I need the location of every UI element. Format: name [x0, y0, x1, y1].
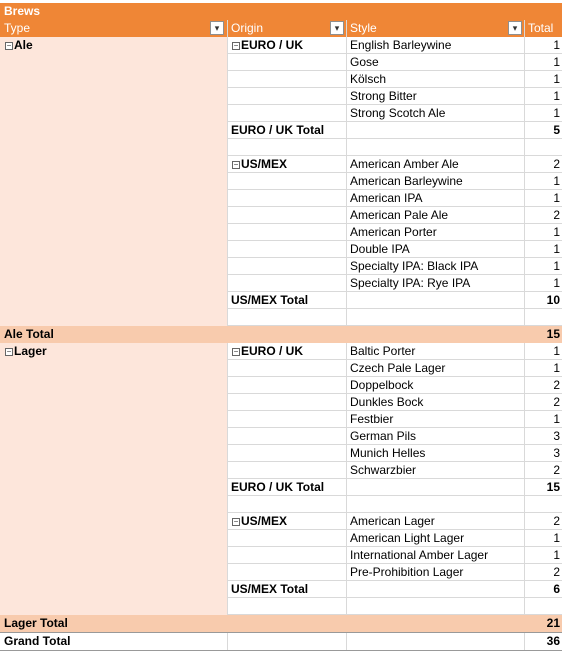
header-origin: Origin [227, 20, 346, 37]
table-row [0, 105, 562, 122]
header-style: Style [346, 20, 524, 37]
type-label-ale-text: Ale [14, 38, 33, 52]
origin-subtotal-label: EURO / UK Total [227, 479, 346, 496]
origin-subtotal-value: 6 [524, 581, 562, 598]
table-row [0, 394, 562, 411]
style-cell: English Barleywine [346, 37, 524, 54]
table-row [0, 156, 562, 173]
style-empty [346, 598, 524, 615]
collapse-minus-icon[interactable]: − [6, 41, 12, 50]
pivot-title-row [0, 3, 562, 20]
table-row [0, 411, 562, 428]
origin-empty [227, 105, 346, 122]
type-total-value: 15 [546, 327, 560, 341]
table-row [0, 275, 562, 292]
style-empty [346, 581, 524, 598]
origin-subtotal-row [0, 122, 562, 139]
origin-empty [227, 445, 346, 462]
style-cell: American Amber Ale [346, 156, 524, 173]
origin-subtotal-value: 15 [524, 479, 562, 496]
total-cell: 2 [524, 513, 562, 530]
origin-empty [227, 496, 346, 513]
type-total-label: Lager Total [4, 616, 68, 630]
style-cell: Festbier [346, 411, 524, 428]
table-row [0, 190, 562, 207]
origin-label-text: US/MEX [241, 514, 288, 528]
origin-subtotal-label: US/MEX Total [227, 292, 346, 309]
table-row [0, 445, 562, 462]
pivot-title: Brews [4, 4, 41, 18]
origin-empty [227, 275, 346, 292]
style-cell: Strong Scotch Ale [346, 105, 524, 122]
style-cell: Schwarzbier [346, 462, 524, 479]
style-empty [346, 633, 524, 650]
origin-empty [227, 598, 346, 615]
origin-subtotal-value: 5 [524, 122, 562, 139]
total-cell: 1 [524, 360, 562, 377]
table-row [0, 377, 562, 394]
type-filter-dropdown[interactable] [210, 21, 224, 35]
origin-label-text: EURO / UK [241, 344, 304, 358]
total-cell: 1 [524, 547, 562, 564]
total-cell: 1 [524, 275, 562, 292]
grand-total-value: 36 [524, 633, 562, 650]
spacer-row [0, 598, 562, 615]
type-label-lager [0, 343, 227, 360]
style-cell: American Pale Ale [346, 207, 524, 224]
total-cell: 3 [524, 428, 562, 445]
collapse-minus-icon[interactable]: − [233, 347, 239, 356]
header-total: Total [524, 20, 562, 37]
collapse-minus-icon[interactable]: − [6, 347, 12, 356]
style-cell: American IPA [346, 190, 524, 207]
filter-dropdown-icon: ▾ [214, 23, 220, 33]
origin-label [227, 156, 346, 173]
total-cell: 1 [524, 258, 562, 275]
table-row [0, 88, 562, 105]
filter-dropdown-icon: ▾ [512, 23, 518, 33]
table-row [0, 564, 562, 581]
total-cell: 1 [524, 241, 562, 258]
style-cell: American Barleywine [346, 173, 524, 190]
origin-label [227, 513, 346, 530]
style-cell: Specialty IPA: Black IPA [346, 258, 524, 275]
total-cell: 1 [524, 88, 562, 105]
origin-filter-dropdown[interactable] [330, 21, 344, 35]
origin-empty [227, 462, 346, 479]
pivot-header-row [0, 20, 562, 37]
origin-empty [227, 394, 346, 411]
table-row [0, 207, 562, 224]
origin-empty [227, 173, 346, 190]
type-label-ale [0, 37, 227, 54]
origin-empty [227, 360, 346, 377]
table-row [0, 258, 562, 275]
origin-empty [227, 258, 346, 275]
origin-subtotal-row [0, 581, 562, 598]
origin-subtotal-value: 10 [524, 292, 562, 309]
type-label-lager-text: Lager [14, 344, 47, 358]
style-cell: International Amber Lager [346, 547, 524, 564]
total-empty [524, 496, 562, 513]
table-row [0, 462, 562, 479]
origin-empty [227, 377, 346, 394]
total-empty [524, 139, 562, 156]
grand-total-row [0, 632, 562, 651]
style-cell: Baltic Porter [346, 343, 524, 360]
style-filter-dropdown[interactable] [508, 21, 522, 35]
table-row [0, 343, 562, 360]
table-row [0, 241, 562, 258]
style-cell: Dunkles Bock [346, 394, 524, 411]
origin-empty [227, 139, 346, 156]
total-cell: 1 [524, 54, 562, 71]
type-total-row [0, 326, 562, 343]
origin-empty [227, 224, 346, 241]
origin-label [227, 343, 346, 360]
origin-label-text: EURO / UK [241, 38, 304, 52]
table-row [0, 224, 562, 241]
total-cell: 1 [524, 530, 562, 547]
collapse-minus-icon[interactable]: − [233, 517, 239, 526]
origin-label [227, 37, 346, 54]
total-cell: 1 [524, 105, 562, 122]
total-cell: 1 [524, 411, 562, 428]
origin-empty [227, 547, 346, 564]
table-row [0, 173, 562, 190]
style-empty [346, 139, 524, 156]
table-row [0, 428, 562, 445]
style-cell: Kölsch [346, 71, 524, 88]
total-cell: 1 [524, 37, 562, 54]
origin-empty [227, 633, 346, 650]
style-empty [346, 309, 524, 326]
origin-subtotal-label: EURO / UK Total [227, 122, 346, 139]
origin-empty [227, 530, 346, 547]
style-empty [346, 496, 524, 513]
header-type: Type [4, 21, 31, 35]
spacer-row [0, 309, 562, 326]
style-cell: German Pils [346, 428, 524, 445]
origin-empty [227, 564, 346, 581]
style-empty [346, 122, 524, 139]
style-empty [346, 479, 524, 496]
table-row [0, 37, 562, 54]
style-cell: Strong Bitter [346, 88, 524, 105]
total-cell: 2 [524, 462, 562, 479]
collapse-minus-icon[interactable]: − [233, 160, 239, 169]
type-total-row [0, 615, 562, 632]
table-row [0, 547, 562, 564]
spacer-row [0, 139, 562, 156]
origin-subtotal-row [0, 292, 562, 309]
grand-total-label: Grand Total [4, 634, 71, 648]
origin-empty [227, 309, 346, 326]
style-cell: Doppelbock [346, 377, 524, 394]
type-total-value: 21 [546, 616, 560, 630]
table-row [0, 513, 562, 530]
origin-empty [227, 88, 346, 105]
total-cell: 2 [524, 156, 562, 173]
style-cell: Double IPA [346, 241, 524, 258]
origin-subtotal-row [0, 479, 562, 496]
total-cell: 2 [524, 394, 562, 411]
collapse-minus-icon[interactable]: − [233, 41, 239, 50]
origin-empty [227, 190, 346, 207]
origin-empty [227, 411, 346, 428]
total-cell: 1 [524, 343, 562, 360]
style-empty [346, 292, 524, 309]
total-cell: 1 [524, 173, 562, 190]
total-cell: 1 [524, 71, 562, 88]
total-cell: 2 [524, 207, 562, 224]
style-cell: American Light Lager [346, 530, 524, 547]
spacer-row [0, 496, 562, 513]
table-row [0, 54, 562, 71]
style-cell: Specialty IPA: Rye IPA [346, 275, 524, 292]
origin-empty [227, 428, 346, 445]
total-cell: 1 [524, 190, 562, 207]
table-row [0, 360, 562, 377]
total-cell: 3 [524, 445, 562, 462]
origin-empty [227, 241, 346, 258]
total-empty [524, 598, 562, 615]
type-total-label: Ale Total [4, 327, 54, 341]
origin-subtotal-label: US/MEX Total [227, 581, 346, 598]
total-cell: 2 [524, 377, 562, 394]
style-cell: American Lager [346, 513, 524, 530]
table-row [0, 71, 562, 88]
style-cell: Munich Helles [346, 445, 524, 462]
filter-dropdown-icon: ▾ [334, 23, 340, 33]
total-cell: 2 [524, 564, 562, 581]
origin-empty [227, 71, 346, 88]
style-cell: Czech Pale Lager [346, 360, 524, 377]
style-cell: Gose [346, 54, 524, 71]
style-cell: American Porter [346, 224, 524, 241]
origin-empty [227, 207, 346, 224]
table-row [0, 530, 562, 547]
total-empty [524, 309, 562, 326]
origin-label-text: US/MEX [241, 157, 288, 171]
origin-empty [227, 54, 346, 71]
style-cell: Pre-Prohibition Lager [346, 564, 524, 581]
total-cell: 1 [524, 224, 562, 241]
